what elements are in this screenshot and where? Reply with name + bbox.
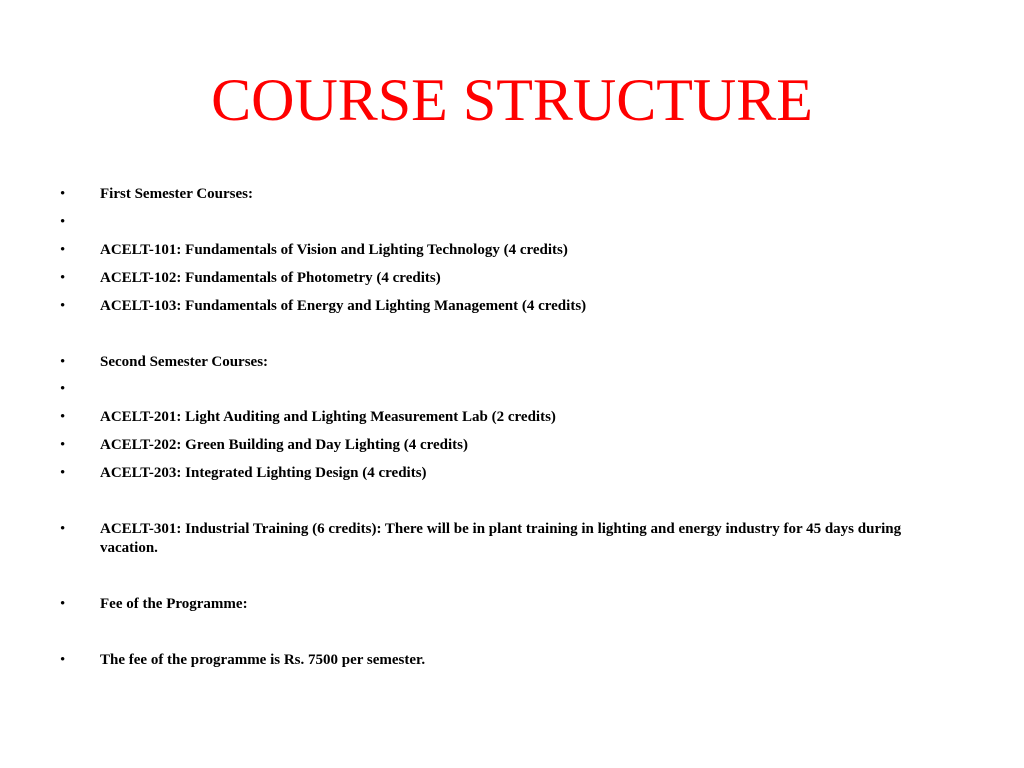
bullet-icon: • <box>60 409 66 425</box>
bullet-icon: • <box>60 270 66 286</box>
bullet-icon: • <box>60 381 66 397</box>
bullet-text: ACELT-103: Fundamentals of Energy and Lighting Management (4 credits) <box>100 298 587 314</box>
bullet-text: ACELT-101: Fundamentals of Vision and Lighting Technology (4 credits) <box>100 242 568 258</box>
bullet-text: Second Semester Courses: <box>100 354 269 370</box>
bullet-text: ACELT-301: Industrial Training (6 credits): There will be in plant training in lighting and energy industry for 45 days during vacation. <box>100 521 902 556</box>
bullet-text: The fee of the programme is Rs. 7500 per semester. <box>100 652 426 668</box>
bullet-icon: • <box>60 521 66 537</box>
bullet-icon: • <box>60 186 66 202</box>
bullet-icon: • <box>60 354 66 370</box>
bullet-icon: • <box>60 214 66 230</box>
bullet-icon: • <box>60 596 66 612</box>
bullet-icon: • <box>60 242 66 258</box>
bullet-text: First Semester Courses: <box>100 186 254 202</box>
bullet-text: ACELT-203: Integrated Lighting Design (4 credits) <box>100 465 427 481</box>
bullet-icon: • <box>60 298 66 314</box>
bullet-text: ACELT-102: Fundamentals of Photometry (4 credits) <box>100 270 441 286</box>
bullet-icon: • <box>60 465 66 481</box>
slide-title: COURSE STRUCTURE <box>211 67 813 133</box>
bullet-icon: • <box>60 437 66 453</box>
bullet-text: ACELT-201: Light Auditing and Lighting Measurement Lab (2 credits) <box>100 409 556 425</box>
bullet-text: ACELT-202: Green Building and Day Lighting (4 credits) <box>100 437 468 453</box>
bullet-icon: • <box>60 652 66 668</box>
bullet-text: Fee of the Programme: <box>100 596 248 612</box>
